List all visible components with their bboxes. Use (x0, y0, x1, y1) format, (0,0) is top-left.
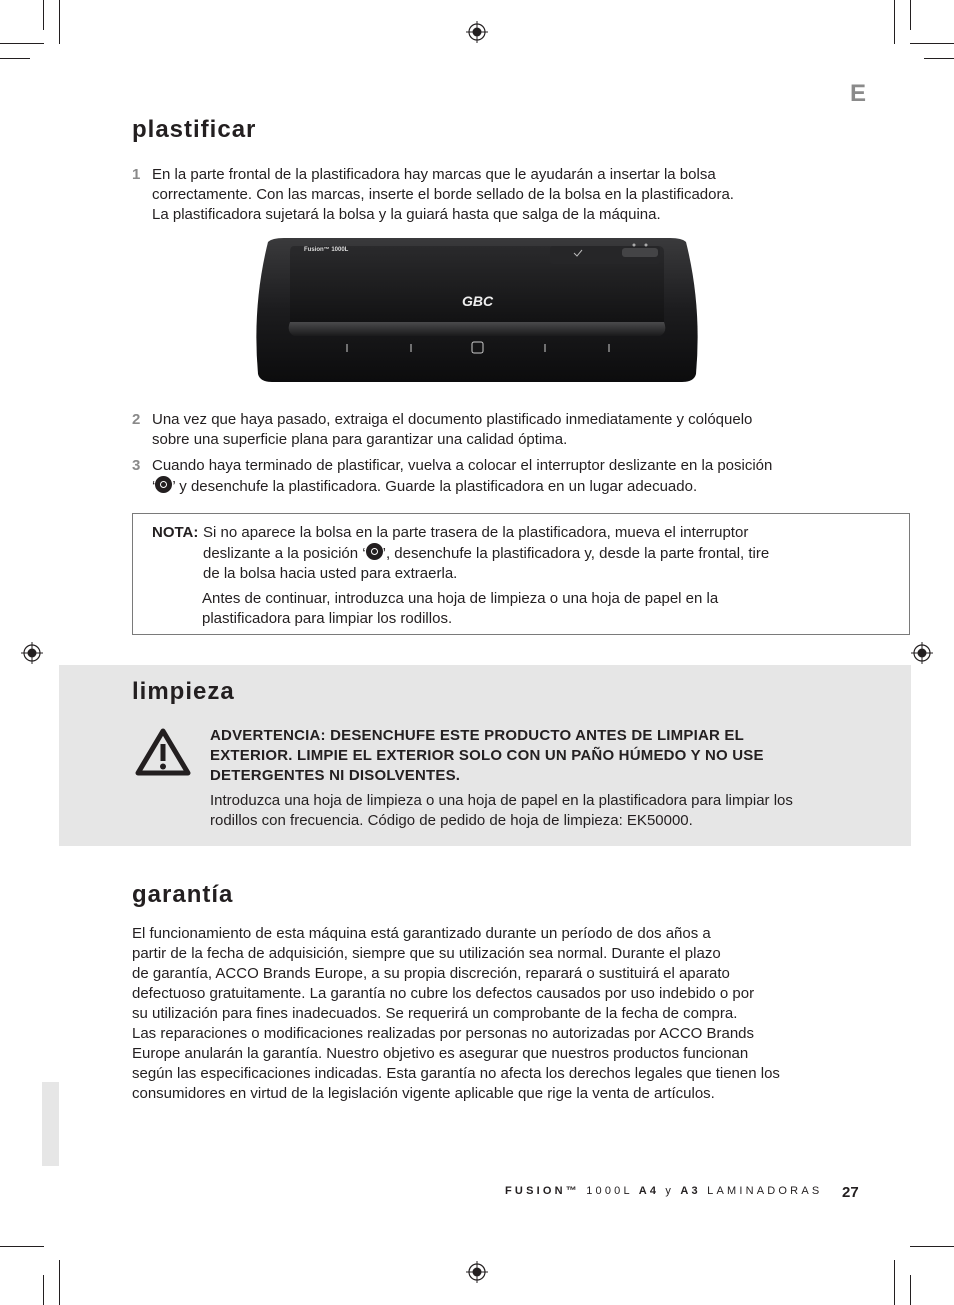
step-text: En la parte frontal de la plastificadora hay marcas que le ayudarán a insertar la bolsa correctamente. Con las marcas, inserte el borde sellado de la bolsa en la plastificadora. La plastificadora sujetará la bolsa y la guiará hasta que salga de la máquina. (152, 166, 734, 223)
cleaning-warning: ADVERTENCIA: DESENCHUFE ESTE PRODUCTO ANTES DE LIMPIAR EL EXTERIOR. LIMPIE EL EXTERIOR SOLO CON UN PAÑO HÚMEDO Y NO USE DETERGENTES NI DISOLVENTES. (210, 727, 764, 784)
crop-mark (910, 1275, 911, 1305)
crop-mark (0, 58, 30, 59)
crop-mark (0, 43, 44, 44)
cleaning-text: Introduzca una hoja de limpieza o una hoja de papel en la plastificadora para limpiar los rodillos con frecuencia. Código de pedido de hoja de limpieza: EK50000. (210, 792, 793, 829)
section-title-cleaning: limpieza (132, 678, 235, 705)
crop-mark (910, 1246, 954, 1247)
step-number: 3 (132, 457, 141, 474)
note-text-2: Antes de continuar, introduzca una hoja de limpieza o una hoja de papel en la plastificadora para limpiar los rodillos. (202, 590, 719, 627)
registration-mark-icon (911, 642, 933, 664)
crop-mark (910, 0, 911, 30)
crop-mark (894, 1260, 895, 1305)
footer-running-title: FUSION™ 1000L A4 y A3 LAMINADORAS (505, 1185, 823, 1197)
crop-mark (59, 1260, 60, 1305)
note-text: Si no aparece la bolsa en la parte trasera de la plastificadora, mueva el interruptor deslizante a la posición ‘ ’, desenchufe la plastificadora y, desde la parte frontal, tire de la bolsa hacia usted para extraerla. (203, 524, 770, 582)
page-number: 27 (842, 1184, 859, 1201)
power-off-icon (366, 543, 383, 560)
note-label: NOTA: (152, 524, 199, 541)
language-letter: E (850, 80, 867, 107)
laminator-illustration (250, 236, 704, 384)
crop-mark (43, 1275, 44, 1305)
language-tab (42, 1082, 59, 1166)
machine-logo: GBC (462, 293, 494, 309)
crop-mark (894, 0, 895, 44)
step-text: Cuando haya terminado de plastificar, vuelva a colocar el interruptor deslizante en la posición ‘ ’ y desenchufe la plastificadora. Guarde la plastificadora en un lugar adecuado. (152, 457, 773, 495)
section-title-laminate: plastificar (132, 116, 257, 143)
step-text: Una vez que haya pasado, extraiga el documento plastificado inmediatamente y colóquelo sobre una superficie plana para garantizar una calidad óptima. (152, 411, 753, 448)
crop-mark (59, 0, 60, 44)
registration-mark-icon (21, 642, 43, 664)
step-number: 1 (132, 166, 141, 183)
crop-mark (924, 58, 954, 59)
section-title-warranty: garantía (132, 881, 234, 908)
warning-icon (134, 727, 192, 777)
step-number: 2 (132, 411, 141, 428)
crop-mark (0, 1246, 44, 1247)
machine-brand-label: Fusion™ 1000L (304, 247, 349, 253)
warranty-text: El funcionamiento de esta máquina está garantizado durante un período de dos años a partir de la fecha de adquisición, siempre que su utilización sea normal. Durante el plazo de garantía, ACCO Brands Europe, a su propia discreción, reparará o sustituirá el aparato defectuoso gratuitamente. La garantía no cubre los defectos causados por uso indebido o por su utilización para fines inadecuados. Se requerirá un comprobante de la fecha de compra. Las reparaciones o modificaciones realizadas por personas no autorizadas por ACCO Brands Europe anularán la garantía. Nuestro objetivo es asegurar que nuestros productos funcionan según las especificaciones indicadas. Esta garantía no afecta los derechos legales que tienen los consumidores en virtud de la legislación vigente aplicable que rige la venta de artículos. (132, 925, 780, 1102)
crop-mark (43, 0, 44, 30)
registration-mark-icon (466, 21, 488, 43)
power-off-icon (155, 476, 172, 493)
crop-mark (910, 43, 954, 44)
registration-mark-icon (466, 1261, 488, 1283)
